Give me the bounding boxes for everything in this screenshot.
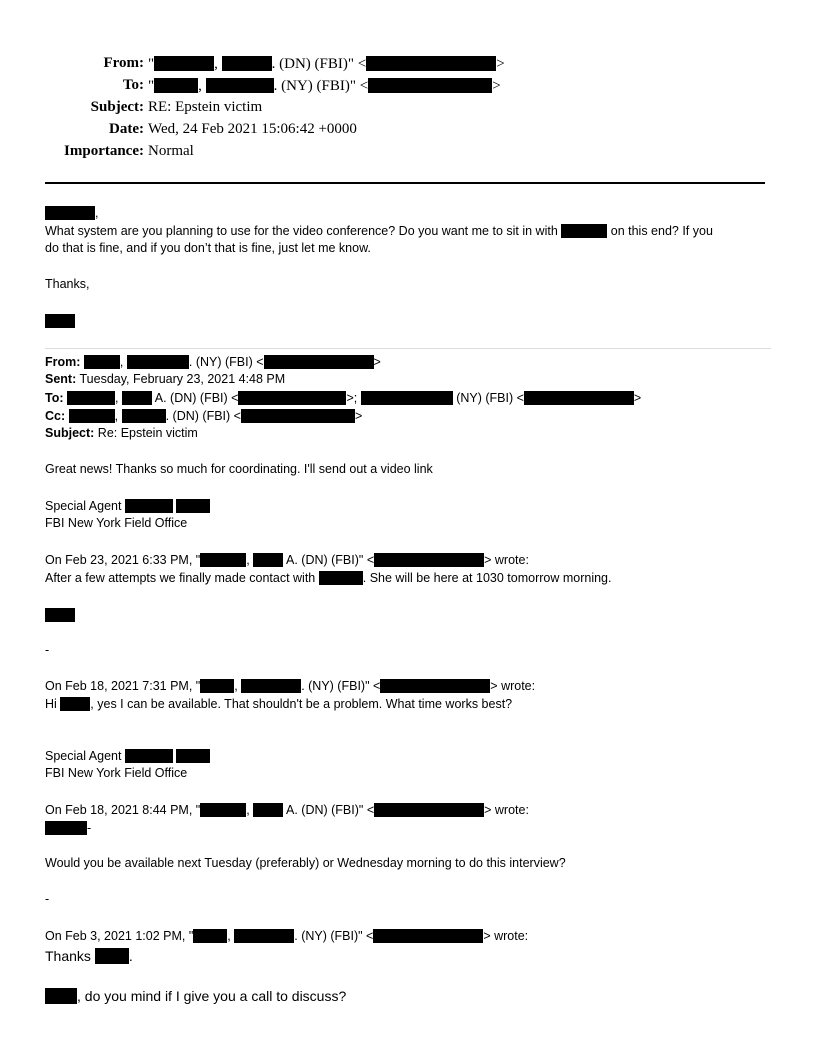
- redaction: [241, 409, 355, 423]
- redaction: [122, 409, 166, 423]
- redaction: [154, 78, 198, 93]
- header-divider: [45, 182, 765, 184]
- q2-attribution: On Feb 23, 2021 6:33 PM, " , A. (DN) (FBI)" < > wrote:: [45, 553, 529, 567]
- redaction: [222, 56, 272, 71]
- redaction: [361, 391, 453, 405]
- redaction: [234, 929, 294, 943]
- q2-dash: -: [45, 643, 50, 657]
- q2-signature: [45, 608, 75, 622]
- q4-body: Would you be available next Tuesday (preferably) or Wednesday morning to do this interview?: [45, 856, 566, 870]
- q5-last-line: , do you mind if I give you a call to discuss?: [45, 988, 346, 1004]
- redaction: [200, 679, 234, 693]
- redaction: [380, 679, 490, 693]
- q1-to: To: , A. (DN) (FBI) < >; (NY) (FBI) < >: [45, 391, 642, 405]
- redaction: [366, 56, 496, 71]
- q3-sig-title: Special Agent: [45, 749, 210, 763]
- redaction: [67, 391, 115, 405]
- q4-attribution: On Feb 18, 2021 8:44 PM, " , A. (DN) (FBI)" < > wrote:: [45, 803, 529, 817]
- redaction: [373, 929, 483, 943]
- redaction: [524, 391, 634, 405]
- subject-label: Subject:: [90, 99, 144, 115]
- redaction: [127, 355, 189, 369]
- redaction: [45, 988, 77, 1004]
- redaction: [200, 803, 246, 817]
- q4-dash: -: [45, 892, 50, 906]
- redaction: [69, 409, 115, 423]
- q1-from: From: , . (NY) (FBI) < >: [45, 355, 381, 369]
- redaction: [84, 355, 120, 369]
- q1-cc: Cc: , . (DN) (FBI) < >: [45, 409, 363, 423]
- redaction: [176, 749, 210, 763]
- redaction: [206, 78, 274, 93]
- q1-sig-title: Special Agent: [45, 499, 210, 513]
- redaction: [125, 499, 173, 513]
- reply-signature: [45, 314, 75, 328]
- quote-divider: [45, 348, 771, 349]
- redaction: [154, 56, 214, 71]
- redaction: [238, 391, 346, 405]
- redaction: [45, 821, 87, 835]
- q1-sig-office: FBI New York Field Office: [45, 516, 188, 530]
- redaction: [95, 948, 129, 964]
- q5-attribution: On Feb 3, 2021 1:02 PM, " , . (NY) (FBI)" < > wrote:: [45, 929, 529, 943]
- to-value: " , . (NY) (FBI)" < >: [148, 78, 501, 94]
- subject-value: RE: Epstein victim: [148, 99, 263, 115]
- q5-thanks: Thanks .: [45, 948, 133, 964]
- redaction: [374, 553, 484, 567]
- q1-sent: Sent: Tuesday, February 23, 2021 4:48 PM: [45, 372, 286, 386]
- redaction: [176, 499, 210, 513]
- redaction: [368, 78, 492, 93]
- to-label: To:: [122, 77, 144, 93]
- q4-greeting: -: [45, 821, 91, 835]
- reply-thanks: Thanks,: [45, 277, 90, 291]
- redaction: [253, 553, 283, 567]
- redaction: [193, 929, 227, 943]
- redaction: [45, 314, 75, 328]
- redaction: [374, 803, 484, 817]
- redaction: [264, 355, 374, 369]
- q3-body: Hi , yes I can be available. That shouldn't be a problem. What time works best?: [45, 697, 513, 711]
- greeting: ,: [45, 206, 98, 220]
- date-value: Wed, 24 Feb 2021 15:06:42 +0000: [148, 121, 357, 137]
- from-label: From:: [103, 55, 144, 71]
- q3-sig-office: FBI New York Field Office: [45, 766, 188, 780]
- from-value: " , . (DN) (FBI)" < >: [148, 56, 505, 72]
- redaction: [241, 679, 301, 693]
- redaction: [45, 608, 75, 622]
- redaction: [319, 571, 363, 585]
- importance-label: Importance:: [64, 143, 144, 159]
- redaction: [125, 749, 173, 763]
- redaction: [200, 553, 246, 567]
- redaction: [561, 224, 607, 238]
- q1-body: Great news! Thanks so much for coordinating. I'll send out a video link: [45, 462, 433, 476]
- reply-line-2: do that is fine, and if you don’t that is fine, just let me know.: [45, 241, 371, 255]
- q2-body: After a few attempts we finally made contact with . She will be here at 1030 tomorrow morning.: [45, 571, 612, 585]
- importance-value: Normal: [148, 143, 194, 159]
- redaction: [122, 391, 152, 405]
- reply-line-1: What system are you planning to use for the video conference? Do you want me to sit in with on this end? If you: [45, 224, 713, 238]
- q1-subject: Subject: Re: Epstein victim: [45, 426, 198, 440]
- date-label: Date:: [109, 121, 144, 137]
- q3-attribution: On Feb 18, 2021 7:31 PM, " , . (NY) (FBI)" < > wrote:: [45, 679, 536, 693]
- redaction: [60, 697, 90, 711]
- redaction: [253, 803, 283, 817]
- redaction: [45, 206, 95, 220]
